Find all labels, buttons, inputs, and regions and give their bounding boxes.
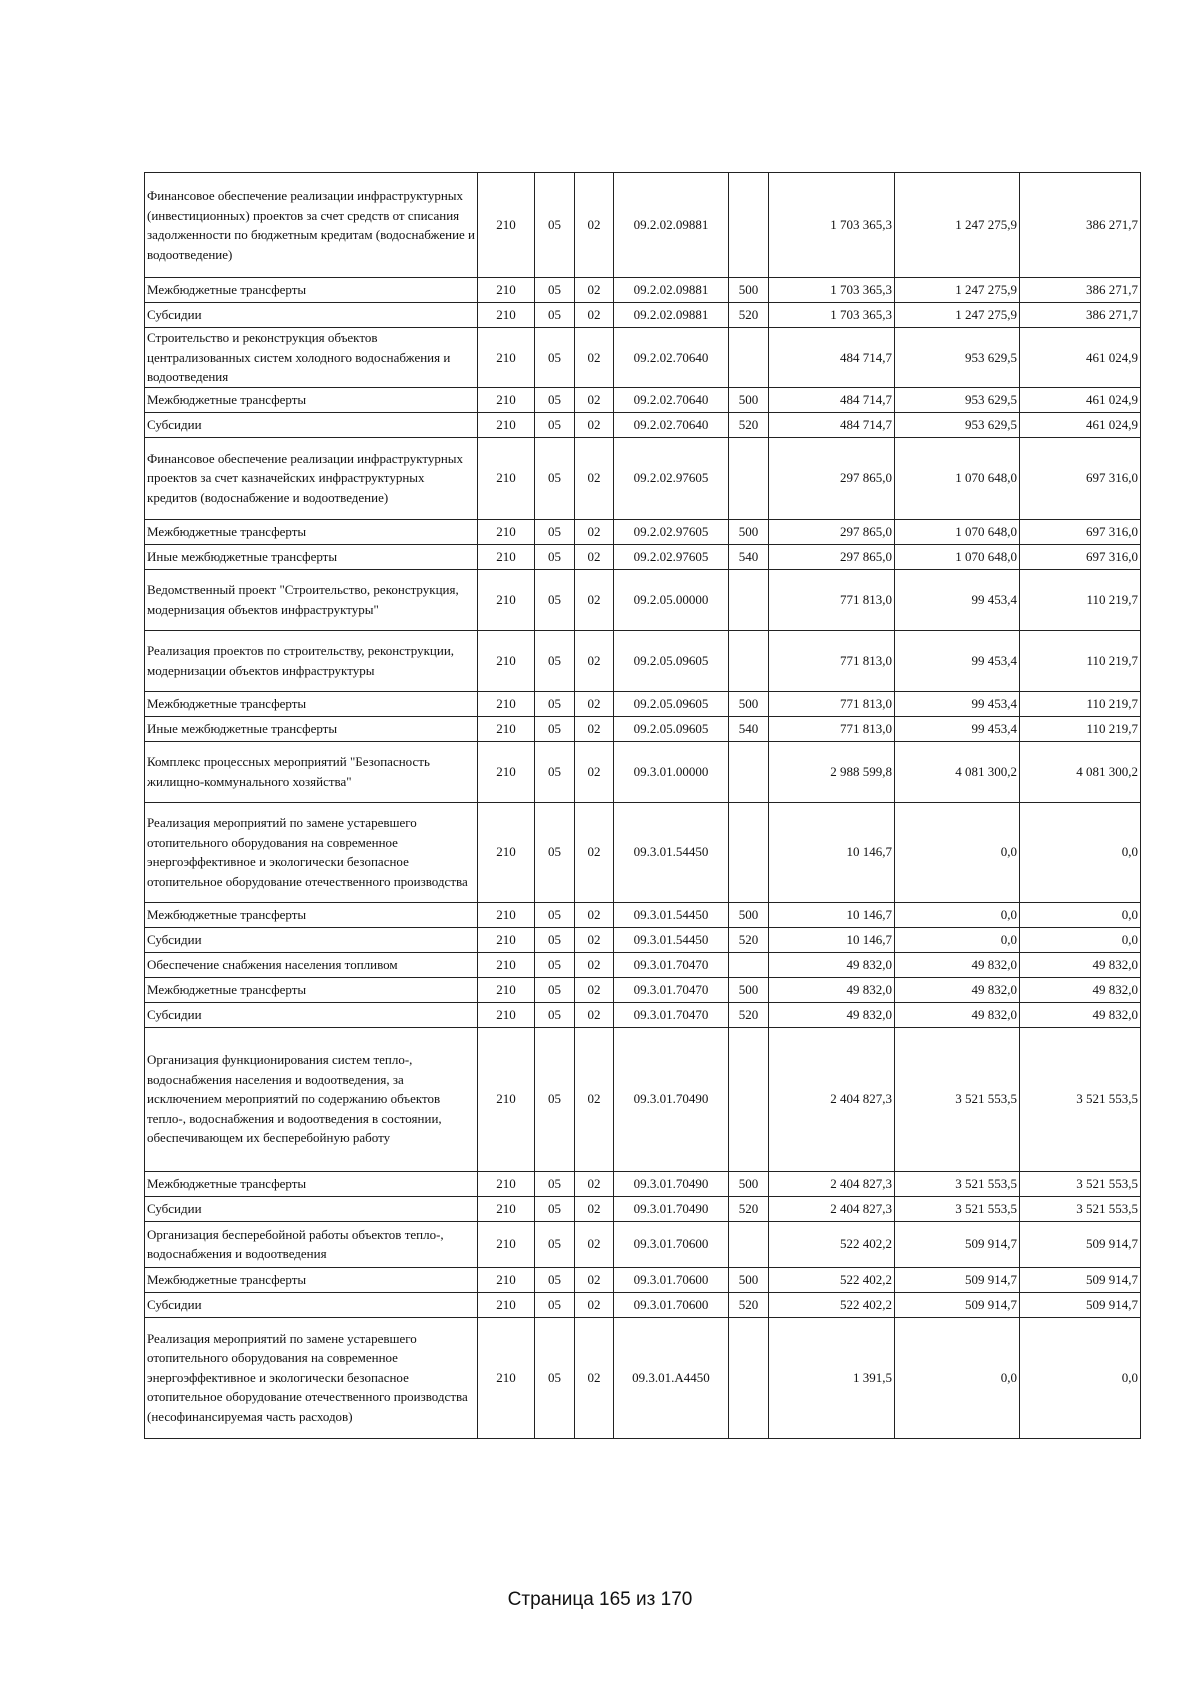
cell-expense-type	[729, 952, 769, 977]
cell-target-article: 09.2.02.70640	[614, 387, 729, 412]
cell-razdel: 05	[535, 802, 575, 902]
table-row	[145, 387, 1141, 412]
cell-amount-2: 49 832,0	[895, 952, 1020, 977]
table-row	[145, 544, 1141, 569]
row-name: Межбюджетные трансферты	[145, 977, 478, 1002]
cell-podrazdel: 02	[575, 630, 614, 691]
cell-ved: 210	[478, 412, 535, 437]
cell-target-article: 09.3.01.70490	[614, 1196, 729, 1221]
row-name: Межбюджетные трансферты	[145, 1267, 478, 1292]
page-number: Страница 165 из 170	[507, 1589, 693, 1610]
row-name: Субсидии	[145, 303, 478, 328]
cell-target-article: 09.2.05.09605	[614, 716, 729, 741]
cell-ved: 210	[478, 902, 535, 927]
cell-target-article: 09.2.02.97605	[614, 519, 729, 544]
cell-expense-type: 500	[729, 387, 769, 412]
cell-expense-type: 500	[729, 519, 769, 544]
cell-amount-3: 49 832,0	[1020, 977, 1141, 1002]
cell-podrazdel: 02	[575, 412, 614, 437]
cell-razdel: 05	[535, 691, 575, 716]
cell-expense-type	[729, 328, 769, 388]
cell-amount-1: 49 832,0	[769, 1002, 895, 1027]
cell-expense-type	[729, 802, 769, 902]
cell-razdel: 05	[535, 716, 575, 741]
cell-ved: 210	[478, 437, 535, 519]
cell-ved: 210	[478, 977, 535, 1002]
cell-amount-1: 2 404 827,3	[769, 1171, 895, 1196]
cell-razdel: 05	[535, 630, 575, 691]
cell-razdel: 05	[535, 977, 575, 1002]
cell-podrazdel: 02	[575, 437, 614, 519]
table-row	[145, 927, 1141, 952]
cell-target-article: 09.3.01.00000	[614, 741, 729, 802]
cell-amount-1: 771 813,0	[769, 716, 895, 741]
cell-razdel: 05	[535, 569, 575, 630]
cell-amount-3: 110 219,7	[1020, 716, 1141, 741]
cell-amount-1: 10 146,7	[769, 902, 895, 927]
cell-amount-3: 3 521 553,5	[1020, 1171, 1141, 1196]
row-name: Финансовое обеспечение реализации инфраструктурных (инвестиционных) проектов за счет средств от списания задолженности по бюджетным кредитам (водоснабжение и водоотведение)	[145, 173, 478, 278]
cell-amount-2: 1 070 648,0	[895, 519, 1020, 544]
cell-target-article: 09.2.02.09881	[614, 303, 729, 328]
cell-expense-type	[729, 569, 769, 630]
table-row	[145, 741, 1141, 802]
table-row	[145, 519, 1141, 544]
cell-amount-3: 386 271,7	[1020, 303, 1141, 328]
cell-target-article: 09.3.01.70490	[614, 1027, 729, 1171]
cell-amount-2: 509 914,7	[895, 1292, 1020, 1317]
cell-razdel: 05	[535, 412, 575, 437]
table-row	[145, 977, 1141, 1002]
cell-amount-3: 0,0	[1020, 802, 1141, 902]
cell-podrazdel: 02	[575, 952, 614, 977]
cell-expense-type	[729, 741, 769, 802]
cell-target-article: 09.3.01.54450	[614, 902, 729, 927]
row-name: Обеспечение снабжения населения топливом	[145, 952, 478, 977]
cell-razdel: 05	[535, 1317, 575, 1438]
cell-amount-1: 484 714,7	[769, 412, 895, 437]
cell-amount-3: 461 024,9	[1020, 412, 1141, 437]
cell-podrazdel: 02	[575, 1317, 614, 1438]
cell-expense-type: 520	[729, 1196, 769, 1221]
cell-amount-3: 0,0	[1020, 902, 1141, 927]
row-name: Иные межбюджетные трансферты	[145, 716, 478, 741]
cell-target-article: 09.2.05.00000	[614, 569, 729, 630]
cell-amount-3: 110 219,7	[1020, 630, 1141, 691]
cell-razdel: 05	[535, 544, 575, 569]
cell-ved: 210	[478, 569, 535, 630]
row-name: Комплекс процессных мероприятий "Безопасность жилищно-коммунального хозяйства"	[145, 741, 478, 802]
cell-amount-2: 1 247 275,9	[895, 278, 1020, 303]
cell-amount-2: 1 070 648,0	[895, 437, 1020, 519]
cell-razdel: 05	[535, 303, 575, 328]
cell-amount-2: 0,0	[895, 802, 1020, 902]
cell-razdel: 05	[535, 387, 575, 412]
table-row	[145, 1027, 1141, 1171]
cell-amount-3: 509 914,7	[1020, 1267, 1141, 1292]
cell-expense-type: 500	[729, 977, 769, 1002]
table-row	[145, 1292, 1141, 1317]
cell-amount-2: 99 453,4	[895, 630, 1020, 691]
cell-ved: 210	[478, 278, 535, 303]
cell-target-article: 09.2.02.09881	[614, 173, 729, 278]
cell-expense-type: 500	[729, 691, 769, 716]
cell-ved: 210	[478, 927, 535, 952]
cell-podrazdel: 02	[575, 1171, 614, 1196]
row-name: Строительство и реконструкция объектов централизованных систем холодного водоснабжения и водоотведения	[145, 328, 478, 388]
cell-expense-type: 500	[729, 1267, 769, 1292]
cell-razdel: 05	[535, 437, 575, 519]
cell-amount-2: 1 247 275,9	[895, 303, 1020, 328]
cell-amount-1: 522 402,2	[769, 1292, 895, 1317]
cell-amount-2: 0,0	[895, 927, 1020, 952]
table-row	[145, 691, 1141, 716]
cell-amount-3: 386 271,7	[1020, 278, 1141, 303]
cell-amount-2: 953 629,5	[895, 387, 1020, 412]
cell-amount-1: 2 404 827,3	[769, 1027, 895, 1171]
cell-expense-type	[729, 1027, 769, 1171]
cell-amount-2: 1 247 275,9	[895, 173, 1020, 278]
cell-amount-1: 484 714,7	[769, 328, 895, 388]
table-row	[145, 952, 1141, 977]
cell-razdel: 05	[535, 173, 575, 278]
cell-amount-2: 99 453,4	[895, 691, 1020, 716]
cell-expense-type	[729, 630, 769, 691]
cell-podrazdel: 02	[575, 691, 614, 716]
cell-amount-3: 49 832,0	[1020, 952, 1141, 977]
cell-podrazdel: 02	[575, 519, 614, 544]
cell-ved: 210	[478, 691, 535, 716]
cell-amount-3: 697 316,0	[1020, 519, 1141, 544]
cell-amount-1: 1 703 365,3	[769, 278, 895, 303]
cell-razdel: 05	[535, 1196, 575, 1221]
row-name: Межбюджетные трансферты	[145, 902, 478, 927]
cell-expense-type: 520	[729, 303, 769, 328]
cell-target-article: 09.3.01.70470	[614, 1002, 729, 1027]
cell-podrazdel: 02	[575, 1221, 614, 1267]
cell-razdel: 05	[535, 1292, 575, 1317]
cell-amount-1: 1 391,5	[769, 1317, 895, 1438]
cell-ved: 210	[478, 952, 535, 977]
cell-amount-2: 4 081 300,2	[895, 741, 1020, 802]
cell-target-article: 09.3.01.70600	[614, 1267, 729, 1292]
cell-podrazdel: 02	[575, 387, 614, 412]
cell-target-article: 09.2.05.09605	[614, 691, 729, 716]
table-row	[145, 1196, 1141, 1221]
cell-ved: 210	[478, 1221, 535, 1267]
cell-expense-type	[729, 1221, 769, 1267]
cell-amount-3: 461 024,9	[1020, 387, 1141, 412]
cell-amount-2: 0,0	[895, 1317, 1020, 1438]
cell-amount-2: 3 521 553,5	[895, 1027, 1020, 1171]
cell-target-article: 09.3.01.70600	[614, 1221, 729, 1267]
table-row	[145, 328, 1141, 388]
table-row	[145, 1002, 1141, 1027]
cell-ved: 210	[478, 519, 535, 544]
row-name: Ведомственный проект "Строительство, реконструкция, модернизация объектов инфраструктуры"	[145, 569, 478, 630]
cell-amount-1: 771 813,0	[769, 630, 895, 691]
cell-podrazdel: 02	[575, 1002, 614, 1027]
row-name: Субсидии	[145, 412, 478, 437]
cell-razdel: 05	[535, 1002, 575, 1027]
table-row	[145, 437, 1141, 519]
row-name: Межбюджетные трансферты	[145, 691, 478, 716]
cell-amount-1: 484 714,7	[769, 387, 895, 412]
table-row	[145, 278, 1141, 303]
table-row	[145, 1221, 1141, 1267]
cell-ved: 210	[478, 1171, 535, 1196]
cell-target-article: 09.3.01.A4450	[614, 1317, 729, 1438]
cell-ved: 210	[478, 1292, 535, 1317]
cell-amount-3: 0,0	[1020, 1317, 1141, 1438]
cell-amount-2: 3 521 553,5	[895, 1196, 1020, 1221]
cell-podrazdel: 02	[575, 303, 614, 328]
row-name: Межбюджетные трансферты	[145, 278, 478, 303]
cell-amount-3: 697 316,0	[1020, 544, 1141, 569]
cell-ved: 210	[478, 387, 535, 412]
table-row	[145, 1171, 1141, 1196]
cell-amount-3: 3 521 553,5	[1020, 1027, 1141, 1171]
cell-ved: 210	[478, 1002, 535, 1027]
cell-podrazdel: 02	[575, 977, 614, 1002]
cell-podrazdel: 02	[575, 802, 614, 902]
cell-razdel: 05	[535, 1267, 575, 1292]
cell-expense-type	[729, 1317, 769, 1438]
cell-expense-type: 540	[729, 544, 769, 569]
cell-expense-type: 540	[729, 716, 769, 741]
cell-podrazdel: 02	[575, 741, 614, 802]
table-row	[145, 902, 1141, 927]
cell-podrazdel: 02	[575, 328, 614, 388]
cell-expense-type: 520	[729, 412, 769, 437]
cell-target-article: 09.3.01.54450	[614, 927, 729, 952]
cell-ved: 210	[478, 303, 535, 328]
cell-expense-type: 520	[729, 927, 769, 952]
cell-expense-type: 520	[729, 1292, 769, 1317]
cell-amount-1: 1 703 365,3	[769, 303, 895, 328]
cell-amount-1: 1 703 365,3	[769, 173, 895, 278]
cell-amount-1: 2 404 827,3	[769, 1196, 895, 1221]
table-row	[145, 303, 1141, 328]
cell-amount-1: 2 988 599,8	[769, 741, 895, 802]
cell-razdel: 05	[535, 1027, 575, 1171]
cell-podrazdel: 02	[575, 1196, 614, 1221]
cell-amount-3: 110 219,7	[1020, 691, 1141, 716]
cell-amount-1: 771 813,0	[769, 569, 895, 630]
row-name: Иные межбюджетные трансферты	[145, 544, 478, 569]
cell-ved: 210	[478, 741, 535, 802]
table-row	[145, 412, 1141, 437]
cell-podrazdel: 02	[575, 716, 614, 741]
cell-razdel: 05	[535, 519, 575, 544]
row-name: Межбюджетные трансферты	[145, 1171, 478, 1196]
cell-razdel: 05	[535, 741, 575, 802]
cell-target-article: 09.2.02.70640	[614, 328, 729, 388]
cell-razdel: 05	[535, 927, 575, 952]
cell-target-article: 09.3.01.70490	[614, 1171, 729, 1196]
cell-ved: 210	[478, 544, 535, 569]
cell-podrazdel: 02	[575, 1292, 614, 1317]
cell-amount-1: 522 402,2	[769, 1221, 895, 1267]
cell-target-article: 09.3.01.70470	[614, 952, 729, 977]
cell-amount-2: 1 070 648,0	[895, 544, 1020, 569]
cell-target-article: 09.2.02.09881	[614, 278, 729, 303]
row-name: Реализация мероприятий по замене устаревшего отопительного оборудования на современное энергоэффективное и экологически безопасное отопительное оборудование отечественного производства (несофинансируемая часть расходов)	[145, 1317, 478, 1438]
table-row	[145, 569, 1141, 630]
cell-amount-2: 49 832,0	[895, 977, 1020, 1002]
cell-target-article: 09.3.01.70600	[614, 1292, 729, 1317]
cell-amount-2: 99 453,4	[895, 716, 1020, 741]
cell-ved: 210	[478, 716, 535, 741]
cell-amount-2: 49 832,0	[895, 1002, 1020, 1027]
cell-amount-3: 0,0	[1020, 927, 1141, 952]
cell-podrazdel: 02	[575, 1267, 614, 1292]
cell-razdel: 05	[535, 278, 575, 303]
cell-amount-1: 297 865,0	[769, 544, 895, 569]
cell-podrazdel: 02	[575, 569, 614, 630]
row-name: Организация функционирования систем тепло-, водоснабжения населения и водоотведения, за исключением мероприятий по содержанию объектов тепло-, водоснабжения и водоотведения в состоянии, обеспечивающем их бесперебойную работу	[145, 1027, 478, 1171]
cell-amount-3: 3 521 553,5	[1020, 1196, 1141, 1221]
cell-amount-3: 461 024,9	[1020, 328, 1141, 388]
cell-amount-1: 297 865,0	[769, 519, 895, 544]
cell-amount-1: 522 402,2	[769, 1267, 895, 1292]
cell-amount-2: 99 453,4	[895, 569, 1020, 630]
cell-amount-2: 509 914,7	[895, 1221, 1020, 1267]
cell-target-article: 09.2.02.97605	[614, 437, 729, 519]
cell-amount-1: 49 832,0	[769, 952, 895, 977]
cell-amount-3: 49 832,0	[1020, 1002, 1141, 1027]
cell-expense-type	[729, 173, 769, 278]
cell-amount-3: 386 271,7	[1020, 173, 1141, 278]
cell-target-article: 09.2.02.97605	[614, 544, 729, 569]
budget-table	[144, 172, 1141, 1439]
cell-podrazdel: 02	[575, 173, 614, 278]
cell-amount-2: 953 629,5	[895, 328, 1020, 388]
row-name: Реализация проектов по строительству, реконструкции, модернизации объектов инфраструктуры	[145, 630, 478, 691]
cell-target-article: 09.3.01.54450	[614, 802, 729, 902]
cell-amount-1: 771 813,0	[769, 691, 895, 716]
cell-expense-type	[729, 437, 769, 519]
cell-ved: 210	[478, 1317, 535, 1438]
cell-amount-2: 0,0	[895, 902, 1020, 927]
cell-razdel: 05	[535, 328, 575, 388]
cell-ved: 210	[478, 1027, 535, 1171]
cell-ved: 210	[478, 802, 535, 902]
cell-razdel: 05	[535, 1221, 575, 1267]
cell-amount-3: 509 914,7	[1020, 1221, 1141, 1267]
cell-podrazdel: 02	[575, 1027, 614, 1171]
row-name: Межбюджетные трансферты	[145, 387, 478, 412]
table-row	[145, 173, 1141, 278]
cell-ved: 210	[478, 1196, 535, 1221]
cell-ved: 210	[478, 328, 535, 388]
table-row	[145, 802, 1141, 902]
cell-expense-type: 500	[729, 278, 769, 303]
cell-amount-3: 697 316,0	[1020, 437, 1141, 519]
cell-ved: 210	[478, 630, 535, 691]
cell-podrazdel: 02	[575, 278, 614, 303]
table-row	[145, 1317, 1141, 1438]
cell-ved: 210	[478, 173, 535, 278]
cell-razdel: 05	[535, 952, 575, 977]
cell-target-article: 09.3.01.70470	[614, 977, 729, 1002]
row-name: Межбюджетные трансферты	[145, 519, 478, 544]
cell-target-article: 09.2.02.70640	[614, 412, 729, 437]
cell-podrazdel: 02	[575, 902, 614, 927]
table-row	[145, 1267, 1141, 1292]
cell-amount-1: 297 865,0	[769, 437, 895, 519]
row-name: Субсидии	[145, 1292, 478, 1317]
row-name: Субсидии	[145, 1002, 478, 1027]
table-row	[145, 716, 1141, 741]
row-name: Субсидии	[145, 927, 478, 952]
row-name: Субсидии	[145, 1196, 478, 1221]
cell-ved: 210	[478, 1267, 535, 1292]
cell-expense-type: 520	[729, 1002, 769, 1027]
cell-amount-3: 4 081 300,2	[1020, 741, 1141, 802]
cell-expense-type: 500	[729, 902, 769, 927]
cell-amount-2: 3 521 553,5	[895, 1171, 1020, 1196]
cell-amount-3: 110 219,7	[1020, 569, 1141, 630]
cell-podrazdel: 02	[575, 544, 614, 569]
cell-amount-3: 509 914,7	[1020, 1292, 1141, 1317]
cell-razdel: 05	[535, 902, 575, 927]
cell-amount-1: 10 146,7	[769, 927, 895, 952]
cell-podrazdel: 02	[575, 927, 614, 952]
cell-amount-2: 509 914,7	[895, 1267, 1020, 1292]
row-name: Реализация мероприятий по замене устаревшего отопительного оборудования на современное энергоэффективное и экологически безопасное отопительное оборудование отечественного производства	[145, 802, 478, 902]
cell-amount-1: 49 832,0	[769, 977, 895, 1002]
cell-target-article: 09.2.05.09605	[614, 630, 729, 691]
cell-amount-1: 10 146,7	[769, 802, 895, 902]
cell-amount-2: 953 629,5	[895, 412, 1020, 437]
cell-expense-type: 500	[729, 1171, 769, 1196]
row-name: Финансовое обеспечение реализации инфраструктурных проектов за счет казначейских инфраструктурных кредитов (водоснабжение и водоотведение)	[145, 437, 478, 519]
row-name: Организация бесперебойной работы объектов тепло-, водоснабжения и водоотведения	[145, 1221, 478, 1267]
table-row	[145, 630, 1141, 691]
cell-razdel: 05	[535, 1171, 575, 1196]
